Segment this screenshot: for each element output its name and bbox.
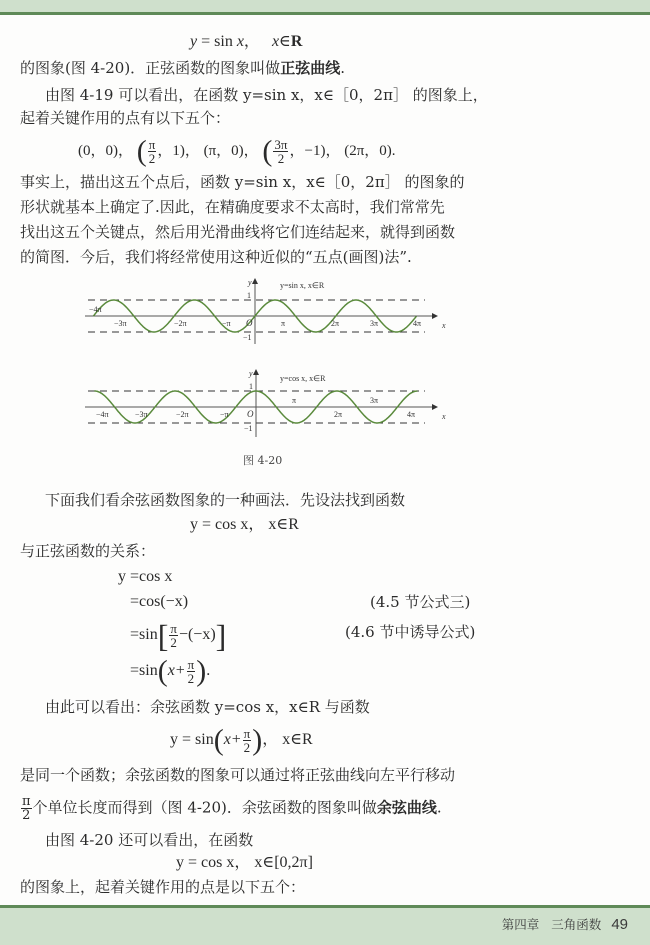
d3-post: −(−x) xyxy=(178,626,216,644)
frac-num: π xyxy=(243,726,251,741)
d4-mid: x+ xyxy=(167,662,186,680)
d3-pre: =sin xyxy=(130,626,158,644)
paragraph-five-point-2: 形状就基本上确定了.因此，在精确度要求不太高时，我们常常先 xyxy=(20,198,445,216)
equation-cos-interval: y = cos x， x∈[0,2π] xyxy=(176,854,313,871)
shift-mid: x+ xyxy=(223,731,242,749)
p8-text: 个单位长度而得到（图 4-20)．余弦函数的图象叫做 xyxy=(32,798,377,817)
paren-open: ( xyxy=(157,654,168,688)
point-5: (2π，0). xyxy=(344,142,396,159)
frac-num: π xyxy=(170,621,177,636)
svg-text:−3π: −3π xyxy=(114,319,127,328)
p1-end: . xyxy=(340,59,345,77)
paragraph-cos-key-intro: 由图 4-20 还可以看出，在函数 xyxy=(45,831,254,849)
eq-equals: = xyxy=(197,33,215,50)
paragraph-sine-curve-def xyxy=(20,58,345,78)
svg-text:x: x xyxy=(442,412,446,421)
paren-close: ) xyxy=(252,723,263,757)
shift-pre: y = sin xyxy=(170,731,214,749)
eq-sep: ， xyxy=(243,33,260,50)
frac-den: 2 xyxy=(243,740,251,755)
cosine-graph-title: y=cos x, x∈R xyxy=(280,374,326,383)
d4-pre: =sin xyxy=(130,662,158,680)
fraction xyxy=(243,727,252,754)
fraction xyxy=(187,658,196,685)
svg-text:3π: 3π xyxy=(370,319,379,328)
svg-text:−2π: −2π xyxy=(174,319,187,328)
equation-sin-definition xyxy=(190,32,302,52)
svg-text:4π: 4π xyxy=(407,410,416,419)
frac-den: 2 xyxy=(170,635,177,650)
sine-graph-title: y=sin x, x∈R xyxy=(280,281,325,290)
frac-num: 3π xyxy=(274,137,288,152)
svg-text:π: π xyxy=(292,396,297,405)
svg-text:y: y xyxy=(249,369,253,378)
paragraph-cos-key-points: 的图象上，起着关键作用的点是以下五个： xyxy=(20,878,306,896)
cosine-graph xyxy=(80,367,450,439)
paragraph-relation: 与正弦函数的关系： xyxy=(20,542,156,560)
eq-in: ∈ xyxy=(279,33,291,50)
x-axis-arrow xyxy=(432,404,438,410)
paren-open: ( xyxy=(136,134,147,168)
term-cosine-curve: 余弦曲线 xyxy=(376,798,437,817)
sine-graph xyxy=(80,278,450,350)
paren-open: ( xyxy=(213,723,224,757)
svg-text:1: 1 xyxy=(247,291,251,300)
derivation-line-4 xyxy=(130,654,211,688)
paragraph-five-point-1: 事实上，描出这五个点后，函数 y=sin x，x∈［0，2π］ 的图象的 xyxy=(20,173,465,191)
eq-domain-var: x xyxy=(271,33,280,50)
footer-chapter: 第四章 xyxy=(501,917,540,932)
p1-text: 的图象(图 4-20)．正弦函数的图象叫做 xyxy=(20,59,281,77)
paragraph-five-point-4: 的简图．今后，我们将经常使用这种近似的“五点(画图)法”. xyxy=(20,248,412,266)
shift-post: ， x∈R xyxy=(262,731,313,749)
point-4-rest: ，−1)， xyxy=(289,142,341,159)
paragraph-cosine-intro: 下面我们看余弦函数图象的一种画法．先设法找到函数 xyxy=(45,491,406,509)
paragraph-same-function: 是同一个函数；余弦函数的图象可以通过将正弦曲线向左平行移动 xyxy=(20,766,456,784)
frac-den: 2 xyxy=(148,151,156,166)
page-footer xyxy=(502,915,628,933)
svg-text:y: y xyxy=(248,278,252,287)
term-sine-curve: 正弦曲线 xyxy=(280,59,341,77)
x-axis-arrow xyxy=(432,313,438,319)
eq-lhs: y xyxy=(190,33,198,50)
fraction xyxy=(169,622,178,649)
sin-key-points xyxy=(78,134,396,168)
svg-text:3π: 3π xyxy=(370,396,379,405)
header-rule xyxy=(0,12,650,15)
cosine-graph-svg xyxy=(80,367,450,439)
point-3: (π，0)， xyxy=(203,142,259,159)
footer-title: 三角函数 xyxy=(551,917,602,932)
bracket-open: [ xyxy=(157,617,169,654)
svg-text:1: 1 xyxy=(249,382,253,391)
frac-den: 2 xyxy=(187,671,195,686)
paragraph-cosine-curve-def xyxy=(20,795,442,822)
paren-open: ( xyxy=(262,134,273,168)
derivation-note-1: (4.5 节公式三) xyxy=(370,593,471,611)
frac-num: π xyxy=(187,657,195,672)
header-band xyxy=(0,0,650,12)
frac-num: π xyxy=(148,137,156,152)
derivation-line-3 xyxy=(130,617,227,654)
d4-end: . xyxy=(206,662,211,680)
frac-den: 2 xyxy=(22,808,31,823)
sine-graph-svg xyxy=(80,278,450,350)
frac-num: π xyxy=(22,794,31,809)
y-axis-arrow xyxy=(253,369,259,375)
svg-text:−1: −1 xyxy=(243,333,252,342)
svg-text:−4π: −4π xyxy=(89,305,102,314)
eq-fn: sin xyxy=(214,33,237,50)
point-1: (0，0)， xyxy=(78,142,133,159)
svg-text:π: π xyxy=(281,319,286,328)
svg-text:4π: 4π xyxy=(413,319,422,328)
derivation-line-2: =cos(−x) xyxy=(130,593,189,610)
page-number: 49 xyxy=(611,916,628,933)
fraction xyxy=(148,138,157,165)
y-axis-arrow xyxy=(252,278,258,284)
svg-text:O: O xyxy=(246,318,253,328)
point-2-rest: ，1)， xyxy=(157,142,200,159)
eq-var: x xyxy=(236,33,244,50)
fraction xyxy=(21,795,32,822)
svg-text:−4π: −4π xyxy=(96,410,109,419)
paragraph-key-points-intro-1: 由图 4-19 可以看出，在函数 y=sin x，x∈［0，2π］ 的图象上， xyxy=(45,86,488,104)
frac-den: 2 xyxy=(277,151,285,166)
paragraph-conclusion: 由此可以看出：余弦函数 y=cos x，x∈R 与函数 xyxy=(45,698,370,716)
paren-close: ) xyxy=(196,654,207,688)
derivation-line-1: y =cos x xyxy=(118,568,173,585)
derivation-note-2: (4.6 节中诱导公式) xyxy=(345,623,476,641)
paragraph-key-points-intro-2: 起着关键作用的点有以下五个： xyxy=(20,109,231,127)
svg-text:−π: −π xyxy=(222,319,231,328)
equation-shift xyxy=(170,723,313,757)
eq-reals: R xyxy=(290,33,303,50)
svg-text:2π: 2π xyxy=(331,319,340,328)
figure-caption: 图 4-20 xyxy=(243,454,283,467)
equation-cos-definition: y = cos x， x∈R xyxy=(190,516,299,533)
svg-text:−1: −1 xyxy=(244,424,253,433)
svg-text:−2π: −2π xyxy=(176,410,189,419)
bracket-close: ] xyxy=(215,617,227,654)
paragraph-five-point-3: 找出这五个关键点，然后用光滑曲线将它们连结起来，就得到函数 xyxy=(20,223,456,241)
svg-text:O: O xyxy=(247,409,254,419)
fraction xyxy=(273,138,288,165)
svg-text:x: x xyxy=(442,321,446,330)
svg-text:2π: 2π xyxy=(334,410,343,419)
svg-text:−π: −π xyxy=(220,410,229,419)
p8-end: . xyxy=(436,798,442,817)
svg-text:−3π: −3π xyxy=(135,410,148,419)
